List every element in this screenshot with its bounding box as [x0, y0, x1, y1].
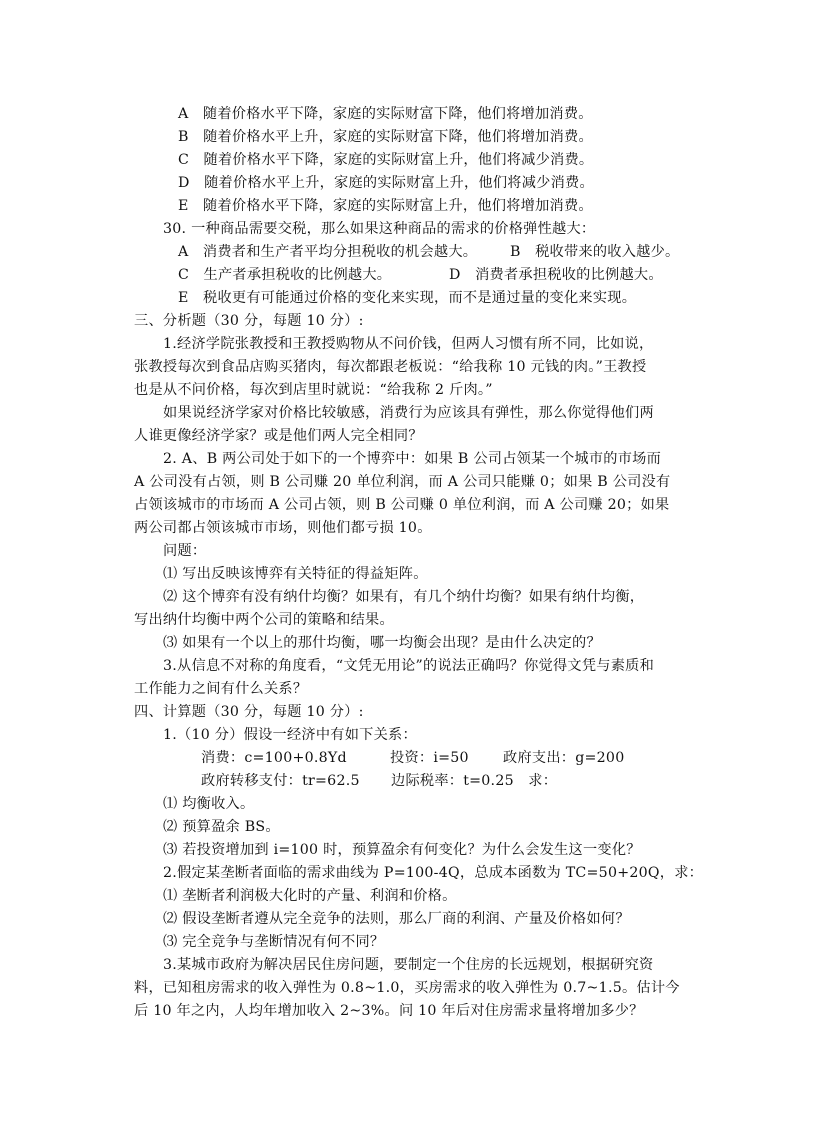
q30-option-c: C 生产者承担税收的比例越大。	[178, 267, 392, 283]
s4-q1-transfer: 政府转移支付：tr=62.5	[201, 773, 360, 789]
s3-p2-line1: 2. A、B 两公司处于如下的一个博弈中：如果 B 公司占领某一个城市的市场而	[163, 451, 662, 467]
q30-option-a: A 消费者和生产者平均分担税收的机会越大。	[178, 244, 478, 260]
q29-option-b: B 随着价格水平上升，家庭的实际财富下降，他们将增加消费。	[178, 129, 593, 145]
s4-q1-sub1: ⑴ 均衡收入。	[163, 796, 255, 812]
s3-sub3: ⑶ 如果有一个以上的那什均衡，哪一均衡会出现？是由什么决定的？	[163, 635, 601, 651]
q30-stem: 30. 一种商品需要交税，那么如果这种商品的需求的价格弹性越大：	[163, 221, 596, 237]
q29-option-c: C 随着价格水平下降，家庭的实际财富上升，他们将减少消费。	[178, 152, 594, 168]
section3-heading: 三、分析题（30 分，每题 10 分）:	[134, 313, 364, 329]
q30-option-e: E 税收更有可能通过价格的变化来实现，而不是通过量的变化来实现。	[178, 290, 637, 306]
s4-q2-sub3: ⑶ 完全竞争与垄断情况有何不同？	[163, 934, 385, 950]
s3-sub1: ⑴ 写出反映该博弈有关特征的得益矩阵。	[163, 566, 428, 582]
s4-q3-line3: 后 10 年之内，人均年增加收入 2~3%。问 10 年后对住房需求量将增加多少？	[134, 1003, 644, 1019]
s3-p2-line3: 占领该城市的市场而 A 公司占领，则 B 公司赚 0 单位利润，而 A 公司赚 20；如果	[134, 497, 670, 513]
s3-p1-line3: 也是从不问价格，每次到店里时就说：“给我称 2 斤肉。”	[134, 382, 493, 398]
s3-sub2-line2: 写出纳什均衡中两个公司的策略和结果。	[134, 612, 394, 628]
s4-q1-investment: 投资：i=50	[390, 750, 469, 766]
section4-heading: 四、计算题（30 分，每题 10 分）:	[134, 704, 364, 720]
s4-q2-sub1: ⑴ 垄断者利润极大化时的产量、利润和价格。	[163, 888, 457, 904]
q30-option-d: D 消费者承担税收的比例越大。	[449, 267, 663, 283]
q30-option-b: B 税收带来的收入越少。	[510, 244, 680, 260]
s4-q1-sub2: ⑵ 预算盈余 BS。	[163, 819, 280, 835]
s3-question-label: 问题：	[163, 543, 207, 559]
s4-q2-stem: 2.假定某垄断者面临的需求曲线为 P=100-4Q，总成本函数为 TC=50+20Q，求：	[163, 865, 704, 881]
s3-p1b-line1: 如果说经济学家对价格比较敏感，消费行为应该具有弹性，那么你觉得他们两	[163, 405, 654, 421]
q29-option-d: D 随着价格水平上升，家庭的实际财富上升，他们将减少消费。	[178, 175, 594, 191]
s4-q3-line1: 3.某城市政府为解决居民住房问题，要制定一个住房的长远规划，根据研究资	[163, 957, 654, 973]
s3-p2-line2: A 公司没有占领，则 B 公司赚 20 单位利润，而 A 公司只能赚 0；如果 B 公司没有	[134, 474, 671, 490]
s4-q1-stem: 1.（10 分）假设一经济中有如下关系：	[163, 727, 417, 743]
s4-q1-gov: 政府支出：g=200	[503, 750, 625, 766]
s3-sub2-line1: ⑵ 这个博弈有没有纳什均衡？如果有，有几个纳什均衡？如果有纳什均衡，	[163, 589, 645, 605]
s4-q2-sub2: ⑵ 假设垄断者遵从完全竞争的法则，那么厂商的利润、产量及价格如何？	[163, 911, 630, 927]
s3-p1b-line2: 人谁更像经济学家？或是他们两人完全相同？	[134, 428, 423, 444]
s3-p2-line4: 两公司都占领该城市市场，则他们都亏损 10。	[134, 520, 432, 536]
s4-q1-taxrate: 边际税率：t=0.25 求：	[391, 773, 558, 789]
q29-option-a: A 随着价格水平下降，家庭的实际财富下降，他们将增加消费。	[178, 106, 593, 122]
s3-p3-line1: 3.从信息不对称的角度看，“文凭无用论”的说法正确吗？你觉得文凭与素质和	[163, 658, 655, 674]
q29-option-e: E 随着价格水平下降，家庭的实际财富上升，他们将增加消费。	[178, 198, 593, 214]
s3-p3-line2: 工作能力之间有什么关系？	[134, 681, 308, 697]
s4-q1-consumption: 消费：c=100+0.8Yd	[201, 750, 347, 766]
s4-q3-line2: 料，已知租房需求的收入弹性为 0.8~1.0，买房需求的收入弹性为 0.7~1.5。估计今	[134, 980, 680, 996]
s4-q1-sub3: ⑶ 若投资增加到 i=100 时，预算盈余有何变化？为什么会发生这一变化？	[163, 842, 641, 858]
s3-p1-line2: 张教授每次到食品店购买猪肉，每次都跟老板说：“给我称 10 元钱的肉。”王教授	[134, 359, 647, 375]
s3-p1-line1: 1.经济学院张教授和王教授购物从不问价钱，但两人习惯有所不同，比如说，	[163, 336, 654, 352]
